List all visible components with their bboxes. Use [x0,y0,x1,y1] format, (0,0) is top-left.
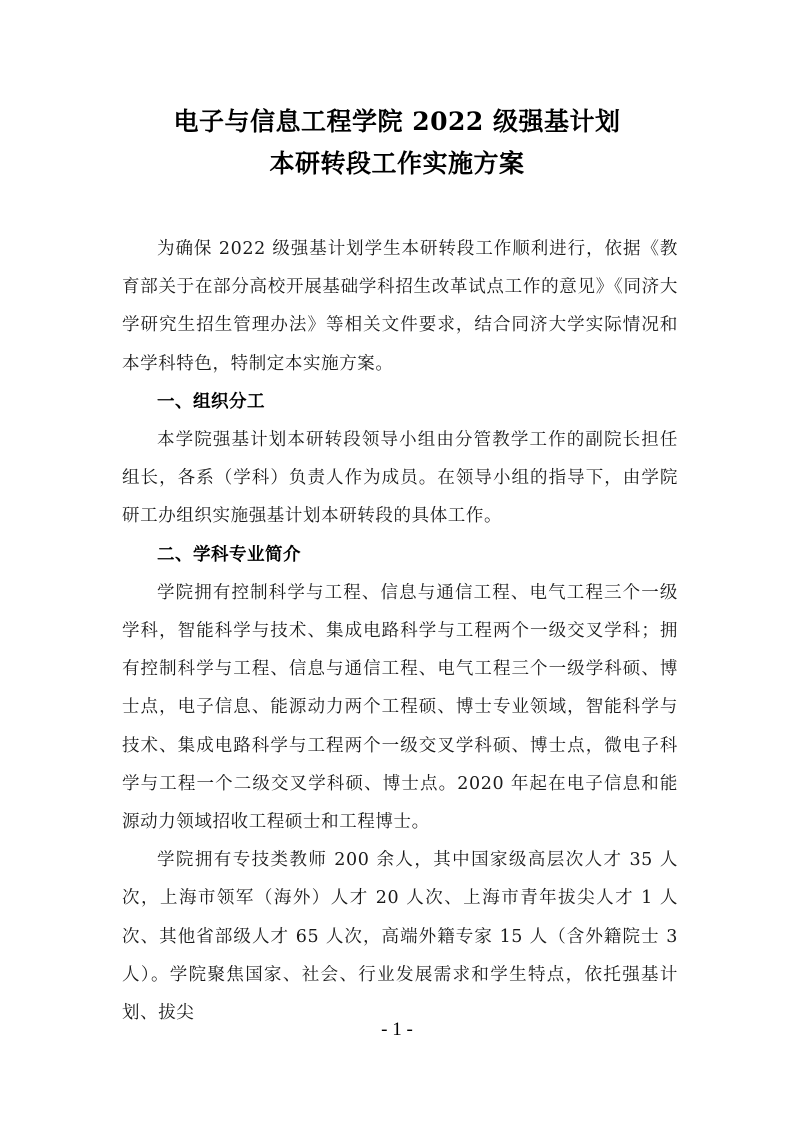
document-body [122,230,678,1032]
document-title-line-2: 本研转段工作实施方案 [269,149,525,178]
faculty-paragraph: 学院拥有专技类教师 200 余人，其中国家级高层次人才 35 人次，上海市领军（海外）人才 20 人次、上海市青年拔尖人才 1 人次、其他省部级人才 65 人次，高端外籍专家 15 人（含外籍院士 3 人）。学院聚焦国家、社会、行业发展需求和学生特点，依托强基计划、拔尖 [122,850,678,1024]
section-heading-organization: 一、组织分工 [157,391,265,412]
disciplines-paragraph: 学院拥有控制科学与工程、信息与通信工程、电气工程三个一级学科，智能科学与技术、集成电路科学与工程两个一级交叉学科；拥有控制科学与工程、信息与通信工程、电气工程三个一级学科硕、博士点，电子信息、能源动力两个工程硕、博士专业领域，智能科学与技术、集成电路科学与工程两个一级交叉学科硕、博士点，微电子科学与工程一个二级交叉学科硕、博士点。2020 年起在电子信息和能源动力领域招收工程硕士和工程博士。 [122,582,678,833]
page-number: - 1 - [381,1019,413,1040]
document-title-line-1: 电子与信息工程学院 2022 级强基计划 [173,107,621,136]
intro-paragraph: 为确保 2022 级强基计划学生本研转段工作顺利进行，依据《教育部关于在部分高校开展基础学科招生改革试点工作的意见》《同济大学研究生招生管理办法》等相关文件要求，结合同济大学实际情况和本学科特色，特制定本实施方案。 [122,239,678,374]
section-heading-disciplines: 二、学科专业简介 [157,544,301,565]
organization-paragraph: 本学院强基计划本研转段领导小组由分管教学工作的副院长担任组长，各系（学科）负责人作为成员。在领导小组的指导下，由学院研工办组织实施强基计划本研转段的具体工作。 [122,430,678,527]
